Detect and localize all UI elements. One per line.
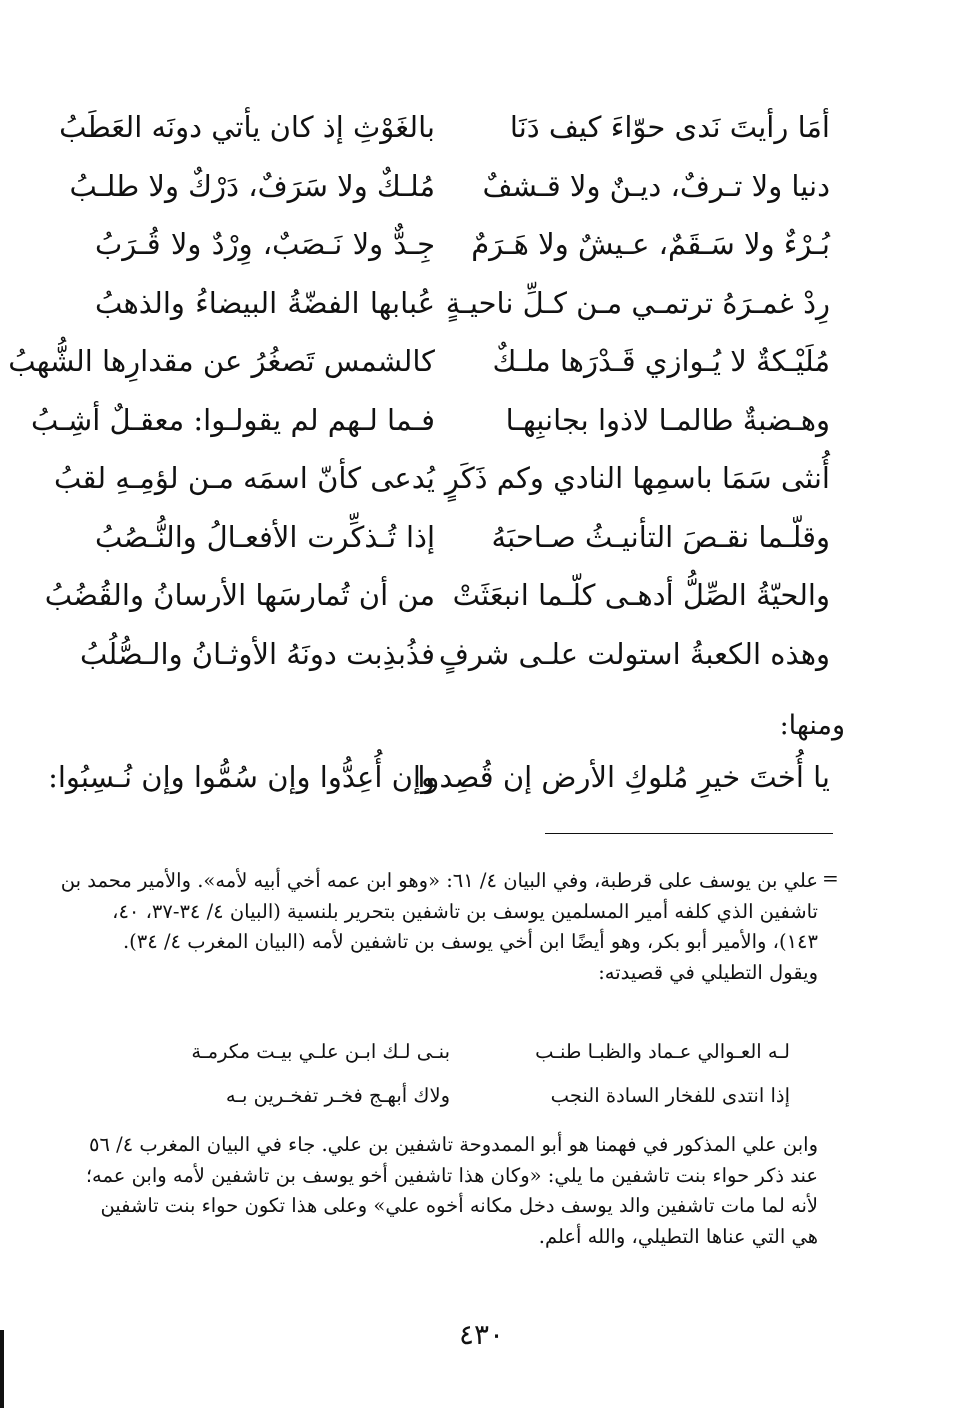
page-number: ٤٣٠: [458, 1318, 505, 1351]
section-intro: ومنها:: [779, 710, 845, 741]
verse-row: [79, 625, 830, 684]
verse-first-hemistich: يا أُختَ خيرِ مُلوكِ الأرض إن قُصِدوا: [417, 760, 830, 794]
footnote-verse-second-hemistich: إذا انتدى للفخار السادة النجب: [550, 1084, 790, 1107]
verse-second-hemistich: يُدعى كأنّ اسمَه مـن لؤمِـهِ لقبُ: [54, 461, 435, 496]
verse-row: [8, 332, 830, 391]
verse-row: [69, 157, 830, 216]
footnote-verse: [170, 1084, 790, 1107]
footnote-verse: [170, 1040, 790, 1063]
footnote-verse-first-hemistich: ولاك أبهـج فخـر تفخـرين بـه: [225, 1084, 450, 1107]
verse-second-hemistich: مُلـكٌ ولا سَرَفٌ، دَرْكٌ ولا طلـبُ: [69, 168, 435, 203]
verse-row: [95, 215, 830, 274]
footnote-line: ويقول التطيلي في قصيدته:: [598, 960, 818, 984]
poem-verses: [8, 98, 830, 683]
verse-first-hemistich: وهذه الكعبةُ استولت علـى شرفٍ: [438, 636, 830, 671]
footnote-line: عند ذكر حواء بنت تاشفين ما يلي: «وكان هذا تاشفين أخو يوسف بن تاشفين لأمه وابن عمه؛: [85, 1163, 818, 1187]
footnote-continued-text: [85, 1130, 818, 1252]
verse-first-hemistich: والحيّةُ الصِّلُّ أدهـى كلّـما انبعَثَتْ: [452, 578, 830, 613]
verse-first-hemistich: وهـضبةٌ طالمـا لاذوا بجانبِهـا: [505, 402, 830, 437]
verse-first-hemistich: وقلّـما نقـصَ التأنيـثُ صـاحبَهُ: [491, 519, 830, 554]
verse-second-hemistich: عُبابها الفضّةُ البيضاءُ والذهبُ: [95, 285, 435, 320]
verse-row: [95, 274, 830, 333]
verse-second-hemistich: إذا تُـذكِّرت الأفعـالُ والنُّـصُبُ: [95, 519, 435, 554]
footnote-line: ١٤٣)، والأمير أبو بكر، وهو أيضًا ابن أخي يوسف بن تاشفين لأمه (البيان المغرب ٤/ ٣٤).: [122, 930, 818, 953]
footnote-verse-first-hemistich: بنـى لـك ابـن علـي بيـت مكرمـة: [191, 1040, 450, 1063]
verse-second-hemistich: فذُبذِبت دونَهُ الأوثـانُ والـصُّلُبُ: [79, 636, 435, 671]
verse-second-hemistich: فـما لـهم لم يقولـوا: معقـلٌ أشِـبُ: [30, 402, 435, 437]
verse-row: [54, 449, 830, 508]
verse-second-hemistich: وإن أُعِدُّوا وإن سُمُّوا وإن نُـسِبُوا:: [48, 760, 435, 794]
verse-first-hemistich: بُـرْءٌ ولا سَـقَمٌ، عـيشٌ ولا هَـرَمٌ: [471, 227, 830, 262]
verse-second-hemistich: من أن تُمارسَها الأرسانُ والقُضُبُ: [44, 578, 435, 613]
verse-second-hemistich: جِـدٌّ ولا نَـصَبٌ، وِرْدٌ ولا قُـرَبُ: [95, 227, 435, 262]
verse-first-hemistich: أُنثى سَمَا باسمِها النادي وكم ذَكَرٍ: [444, 461, 830, 496]
verse-first-hemistich: مُلَيْـكةٌ لا يُـوازي قَـدْرَها ملـكٌ: [492, 344, 830, 379]
footnote-line: هي التي عناها التطيلي، والله أعلم.: [538, 1224, 818, 1248]
verse-first-hemistich: أمَا رأيتَ نَدى حوّاءَ كيف دَنَا: [509, 110, 830, 145]
verse-row: [44, 566, 830, 625]
verse-row: [30, 391, 830, 450]
verse-row-final: [48, 760, 830, 794]
verse-second-hemistich: بالغَوْثِ إذ كان يأتي دونَه العَطَبُ: [59, 110, 435, 145]
footnote-verse-second-hemistich: لـه العـوالي عـماد والظبـا طنـب: [535, 1040, 790, 1063]
footnote-separator: [545, 833, 833, 834]
footnote-line: وابن علي المذكور في فهمنا هو أبو الممدوحة تاشفين بن علي. جاء في البيان المغرب ٤/ ٥٦: [88, 1133, 818, 1156]
verse-first-hemistich: دنيا ولا تـرفٌ، ديـنٌ ولا قـشفٌ: [482, 168, 830, 203]
footnote-line: لأنه لما مات تاشفين والد يوسف دخل مكانه أخوه علي» وعلى هذا تكون حواء بنت تاشفين: [100, 1194, 818, 1217]
verse-first-hemistich: رِدْ غمـرَهُ ترتمـي مـن كـلِّ ناحيـةٍ: [445, 285, 830, 320]
verse-row: [95, 508, 830, 567]
footnote-line: علي بن يوسف على قرطبة، وفي البيان ٤/ ٦١: «وهو ابن عمه أخي أبيه لأمه». والأمير محمد بن: [60, 869, 818, 892]
verse-second-hemistich: كالشمس تَصغُرُ عن مقدارِها الشُّهبُ: [8, 344, 435, 379]
footnote-line: تاشفين الذي كلفه أمير المسلمين يوسف بن تاشفين بتحرير بلنسية (البيان ٤/ ٣٤-٣٧، ٤٠،: [112, 899, 818, 923]
verse-row: [59, 98, 830, 157]
footnote-text: [60, 866, 818, 988]
footnote-continuation-marker: =: [822, 866, 839, 890]
scan-edge-mark: [0, 1330, 4, 1408]
